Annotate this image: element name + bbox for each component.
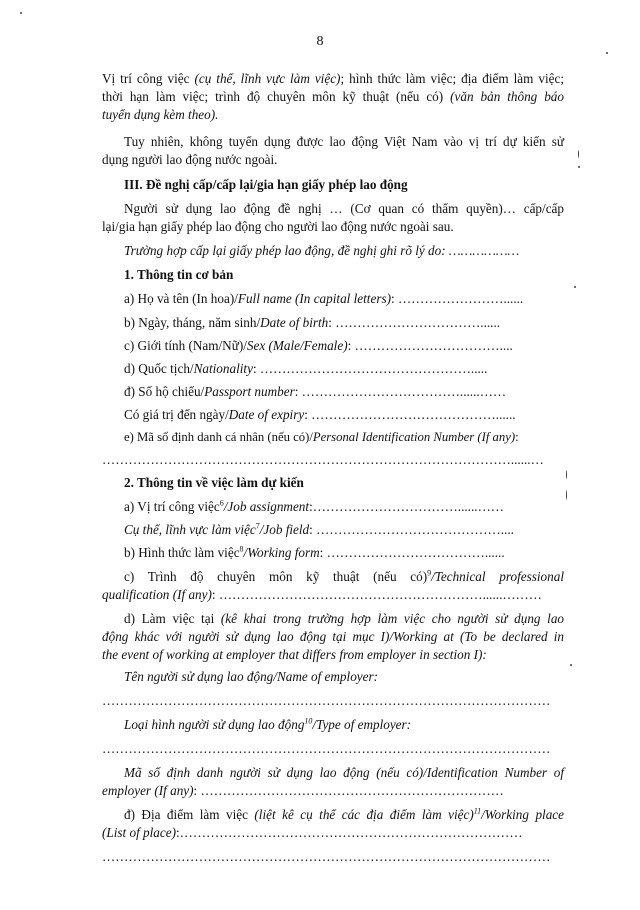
field-label: c) Trình độ chuyên môn kỹ thuật (nếu có): [124, 569, 428, 584]
working-place-line-1: [124, 806, 564, 823]
page-number: 8: [316, 34, 324, 49]
fill-line[interactable]: : ……………………………......: [328, 315, 501, 330]
pin-fill-line[interactable]: …………………………………………………………………………………......…: [102, 452, 544, 467]
intro-line-5: dụng người lao động nước ngoài.: [102, 152, 278, 167]
intro-italic: (văn bản thông báo: [450, 89, 564, 104]
field-label-en: Sex (Male/Female): [246, 338, 348, 353]
scan-speck: [566, 490, 567, 500]
field-label-en: Passport number: [204, 384, 295, 399]
employer-id-field[interactable]: [102, 782, 564, 799]
working-place-fill-line[interactable]: …………………………………………………………………………………………: [102, 849, 551, 864]
field-label-en: /Technical professional: [431, 569, 564, 584]
footnote-ref: 10: [304, 716, 313, 726]
field-label-en: Personal Identification Number (If any): [312, 430, 516, 444]
section-line-1: Người sử dụng lao động đề nghị … (Cơ quan có thẩm quyền)… cấp/cấp: [124, 201, 564, 216]
field-label: a) Họ và tên (In hoa)/: [124, 291, 238, 306]
employer-name-fill-line[interactable]: …………………………………………………………………………………………: [102, 693, 551, 708]
scan-speck: [574, 286, 576, 288]
field-label: Có giá trị đến ngày/: [124, 407, 229, 422]
field-label-en: (List of place): [102, 825, 176, 840]
intro-line-4: Tuy nhiên, không tuyển dụng được lao động Việt Nam vào vị trí dự kiến sử: [124, 134, 564, 149]
field-label: Loại hình người sử dụng lao động: [124, 717, 305, 732]
field-label: b) Ngày, tháng, năm sinh/: [124, 315, 261, 330]
fill-line: :: [515, 430, 519, 444]
fill-line[interactable]: : ………………………………………….....: [252, 361, 488, 376]
pin-field[interactable]: [124, 429, 564, 446]
scan-speck: [578, 150, 579, 158]
field-label: d) Làm việc tại: [124, 611, 221, 626]
field-label: đ) Số hộ chiếu/: [124, 384, 205, 399]
sex-field[interactable]: [124, 337, 564, 354]
working-at-line-1: [124, 610, 564, 627]
field-label-en: Full name (In capital letters): [237, 291, 391, 306]
qualification-line-1: [124, 568, 564, 585]
intro-italic: (cụ thể, lĩnh vực làm việc): [194, 71, 341, 86]
dob-field[interactable]: [124, 314, 564, 331]
fill-line[interactable]: : ……………………………………....: [309, 522, 514, 537]
field-label: c) Giới tính (Nam/Nữ)/: [124, 338, 247, 353]
qualification-field[interactable]: [102, 586, 564, 603]
fill-line[interactable]: :……………………………………………………………………: [176, 825, 523, 840]
field-label-en: /Job field: [259, 522, 310, 537]
field-label-en: Date of birth: [260, 315, 329, 330]
field-label-en: qualification (If any): [102, 587, 212, 602]
footnote-ref: 11: [473, 806, 482, 816]
fill-line[interactable]: : ……………………………………………………......………: [211, 587, 542, 602]
field-label-en: Nationality: [193, 361, 253, 376]
scan-speck: [606, 52, 608, 54]
expiry-field[interactable]: [124, 406, 564, 423]
fill-line[interactable]: : ……………………………………......: [304, 407, 516, 422]
scan-speck: [20, 12, 22, 14]
employer-type-label: [124, 716, 564, 733]
reissue-reason-field[interactable]: Trường hợp cấp lại giấy phép lao động, đề nghị ghi rõ lý do: ………………: [124, 243, 520, 258]
section-line-2: lại/gia hạn giấy phép lao động cho người lao động nước ngoài sau.: [102, 219, 454, 234]
field-label-en: /Type of employer:: [312, 717, 412, 732]
footnote-ref: 6: [219, 498, 224, 508]
field-label-en: employer (If any): [102, 783, 194, 798]
working-place-field[interactable]: [102, 824, 564, 841]
field-label: đ) Địa điểm làm việc: [124, 807, 255, 822]
scan-speck: [566, 470, 567, 479]
fill-line[interactable]: : ………………………………......: [319, 545, 505, 560]
intro-line-1: [102, 70, 564, 87]
working-at-line-2: động khác với người sử dụng lao động tại mục I)/Working at (To be declared in: [102, 629, 564, 644]
job-assignment-field[interactable]: [124, 498, 564, 515]
footnote-ref: 9: [427, 568, 432, 578]
employer-name-label: Tên người sử dụng lao động/Name of employer:: [124, 669, 379, 684]
employer-id-line-1: Mã số định danh người sử dụng lao động (nếu có)/Identification Number of: [124, 765, 564, 780]
job-info-heading: 2. Thông tin về việc làm dự kiến: [124, 475, 304, 490]
working-at-line-3: the event of working at employer that differs from employer in section I):: [102, 647, 487, 662]
field-label-en: Date of expiry: [228, 407, 305, 422]
passport-field[interactable]: [124, 383, 564, 400]
intro-text: Vị trí công việc: [102, 71, 195, 86]
field-label-italic: (kê khai trong trường hợp làm việc cho người sử dụng lao: [220, 611, 565, 626]
nationality-field[interactable]: [124, 360, 564, 377]
field-label: b) Hình thức làm việc: [124, 545, 240, 560]
working-form-field[interactable]: [124, 544, 564, 561]
basic-info-heading: 1. Thông tin cơ bản: [124, 267, 234, 282]
field-label-en: /Working form: [243, 545, 320, 560]
full-name-field[interactable]: [124, 290, 564, 307]
scan-speck: [578, 166, 580, 168]
field-label-italic: (liệt kê cụ thể các địa điểm làm việc): [254, 807, 474, 822]
scan-speck: [570, 664, 572, 666]
intro-line-2: [102, 88, 564, 105]
fill-line[interactable]: :……………………………......……: [309, 499, 504, 514]
field-label: e) Mã số định danh cá nhân (nếu có)/: [124, 430, 313, 444]
field-label: Cụ thể, lĩnh vực làm việc: [124, 522, 256, 537]
intro-text: thời hạn làm việc; trình độ chuyên môn kỹ thuật (nếu có): [102, 89, 451, 104]
intro-line-3: tuyển dụng kèm theo).: [102, 107, 219, 122]
fill-line[interactable]: : ……………………......: [390, 291, 524, 306]
field-label: a) Vị trí công việc: [124, 499, 220, 514]
field-label-en: /Working place: [481, 807, 565, 822]
intro-text: ; hình thức làm việc; địa điểm làm việc;: [340, 71, 564, 86]
section-heading: III. Đề nghị cấp/cấp lại/gia hạn giấy phép lao động: [124, 177, 408, 192]
field-label-en: /Job assignment: [223, 499, 310, 514]
footnote-ref: 8: [239, 544, 244, 554]
footnote-ref: 7: [255, 521, 260, 531]
field-label: d) Quốc tịch/: [124, 361, 194, 376]
fill-line[interactable]: : ………………………………......……: [294, 384, 507, 399]
job-field-field[interactable]: [124, 521, 564, 538]
fill-line[interactable]: : ……………………………....: [347, 338, 513, 353]
employer-type-fill-line[interactable]: …………………………………………………………………………………………: [102, 741, 551, 756]
fill-line[interactable]: : ……………………………………………………………: [193, 783, 504, 798]
